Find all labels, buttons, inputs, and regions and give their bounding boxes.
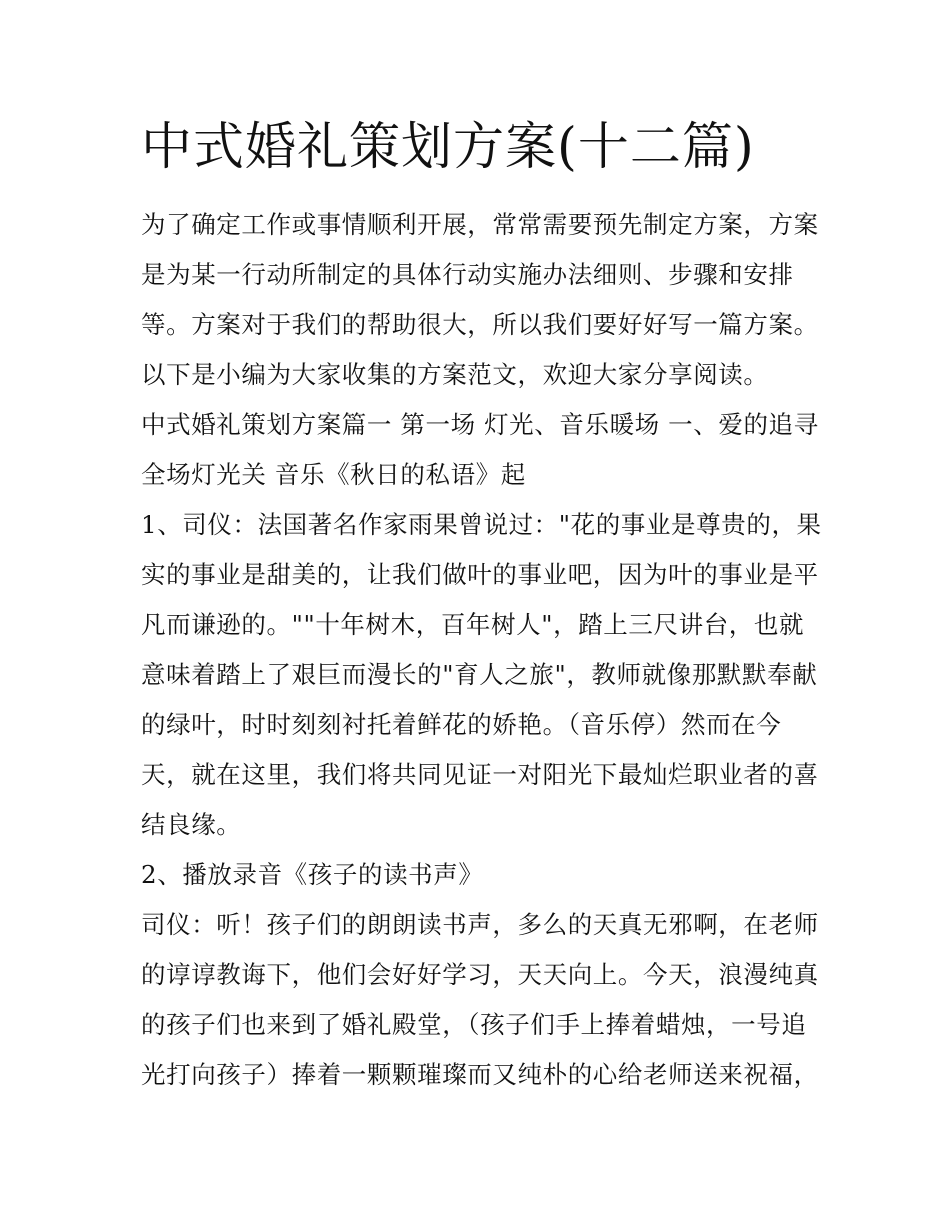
- paragraph-line: 光打向孩子）捧着一颗颗璀璨而又纯朴的心给老师送来祝福，: [141, 1060, 819, 1089]
- paragraph-line: 中式婚礼策划方案篇一 第一场 灯光、音乐暖场 一、爱的追寻: [141, 410, 819, 439]
- paragraph-line: 等。方案对于我们的帮助很大，所以我们要好好写一篇方案。: [141, 310, 819, 339]
- paragraph-line: 司仪：听！孩子们的朗朗读书声，多么的天真无邪啊，在老师: [141, 910, 819, 939]
- page-title: 中式婚礼策划方案(十二篇): [141, 118, 755, 177]
- paragraph-line: 的谆谆教诲下，他们会好好学习，天天向上。今天，浪漫纯真: [141, 960, 819, 989]
- paragraph-line: 是为某一行动所制定的具体行动实施办法细则、步骤和安排: [141, 260, 794, 289]
- paragraph-line: 以下是小编为大家收集的方案范文，欢迎大家分享阅读。: [141, 360, 769, 389]
- paragraph-line: 天，就在这里，我们将共同见证一对阳光下最灿烂职业者的喜: [141, 760, 819, 789]
- paragraph-line: 意味着踏上了艰巨而漫长的"育人之旅"，教师就像那默默奉献: [141, 660, 818, 689]
- paragraph-line: 2、播放录音《孩子的读书声》: [141, 860, 484, 889]
- paragraph-line: 凡而谦逊的。""十年树木，百年树人"，踏上三尺讲台，也就: [141, 610, 805, 639]
- paragraph-line: 为了确定工作或事情顺利开展，常常需要预先制定方案，方案: [141, 210, 819, 239]
- paragraph-line: 的绿叶，时时刻刻衬托着鲜花的娇艳。（音乐停）然而在今: [141, 710, 782, 739]
- paragraph-line: 的孩子们也来到了婚礼殿堂，（孩子们手上捧着蜡烛，一号追: [141, 1010, 807, 1039]
- paragraph-line: 实的事业是甜美的，让我们做叶的事业吧，因为叶的事业是平: [141, 560, 819, 589]
- paragraph-line: 结良缘。: [141, 810, 242, 839]
- paragraph-line: 1、司仪：法国著名作家雨果曾说过："花的事业是尊贵的，果: [141, 510, 822, 539]
- paragraph-line: 全场灯光关 音乐《秋日的私语》起: [141, 460, 526, 489]
